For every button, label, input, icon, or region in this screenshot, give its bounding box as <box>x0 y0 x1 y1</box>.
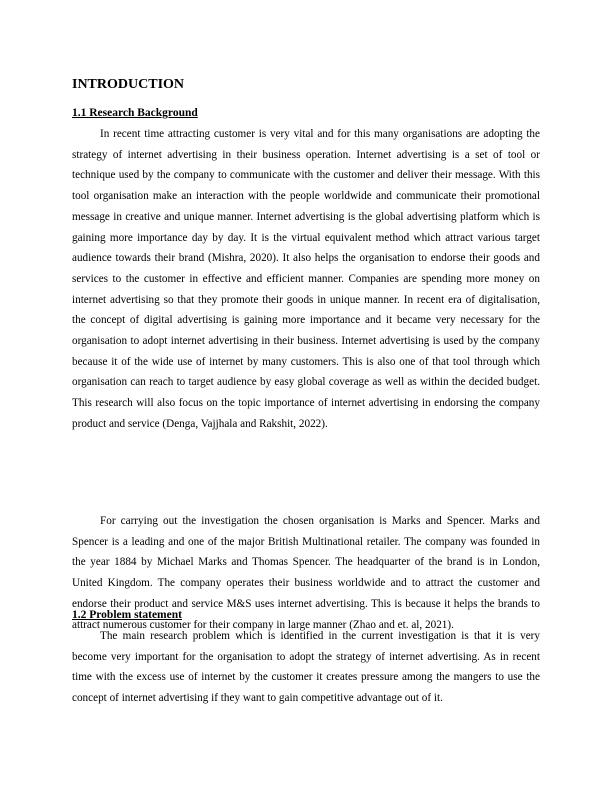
page-heading: INTRODUCTION <box>72 77 185 92</box>
paragraph-research-background-2: For carrying out the investigation the chosen organisation is Marks and Spencer. Marks and Spencer is a leading and one of the major British Multinational retailer. The company was founded in the year 1884 by Michael Marks and Thomas Spencer. The headquarter of the brand is in London, United Kingdom. The company operates their business worldwide and to attract the customer and endorse their product and service M&S uses internet advertising. This is because it helps the brands to attract numerous customer for their company in large manner (Zhao and et. al, 2021). <box>72 515 540 631</box>
paragraph-problem-statement-1: The main research problem which is identified in the current investigation is that it is very become very important for the organisation to adopt the strategy of internet advertising. As in recent time with the excess use of internet by the customer it creates pressure among the mangers to use the concept of internet advertising if they want to gain competitive advantage out of it. <box>72 630 540 705</box>
section-title-problem-statement: 1.2 Problem statement <box>72 609 182 621</box>
section-title-research-background: 1.1 Research Background <box>72 107 198 119</box>
paragraph-research-background-1: In recent time attracting customer is very vital and for this many organisations are adopting the strategy of internet advertising in their business operation. Internet advertising is a set of tool or technique used by the company to communicate with the customer and deliver their message. With this tool organisation make an interaction with the people worldwide and communicate their promotional message in creative and unique manner. Internet advertising is the global advertising platform which is gaining more importance day by day. It is the virtual equivalent method which attract various target audience towards their brand (Mishra, 2020). It also helps the organisation to endorse their goods and services to the customer in effective and efficient manner. Companies are spending more money on internet advertising so that they promote their goods in unique manner. In recent era of digitalisation, the concept of digital advertising is gaining more importance and it became very necessary for the organisation to adopt internet advertising in their business. Internet advertising is used by the company because it of the wide use of internet by many customers. This is also one of that tool through which organisation can reach to target audience by easy global coverage as well as within the decided budget. This research will also focus on the topic importance of internet advertising in endorsing the company product and service (Denga, Vajjhala and Rakshit, 2022). <box>72 128 540 430</box>
